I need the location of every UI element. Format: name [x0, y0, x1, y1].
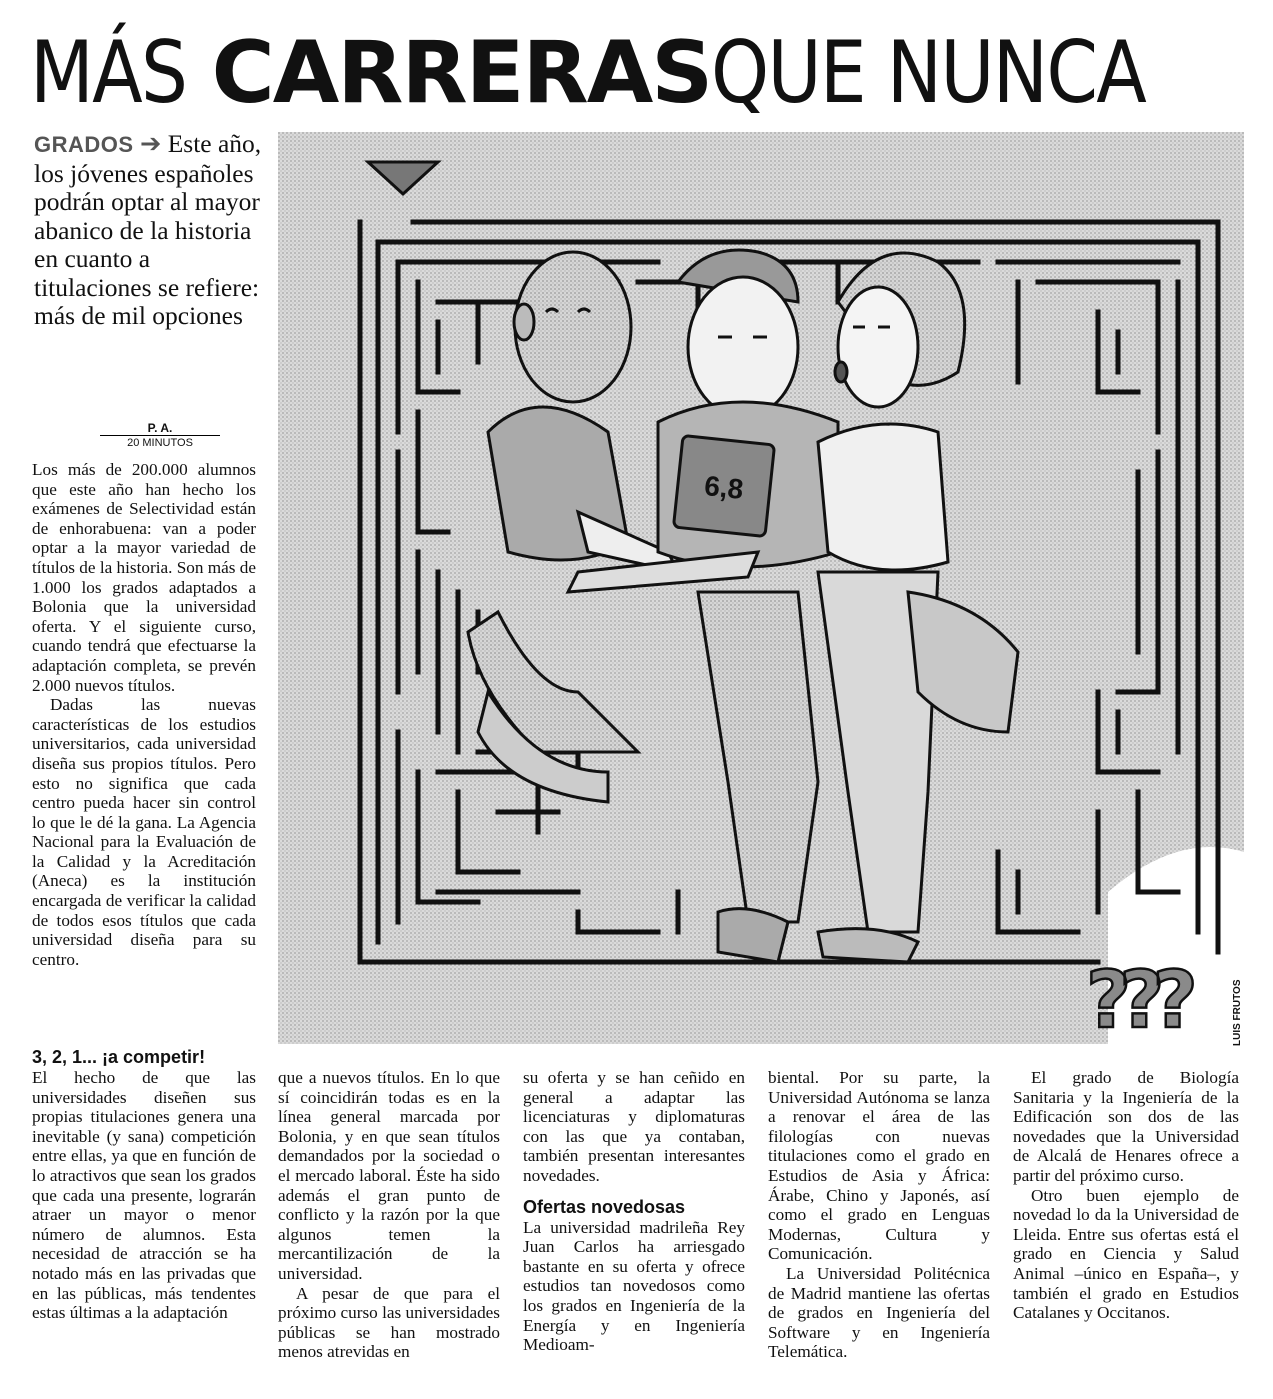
column-2-paragraph-1: que a nuevos títulos. En lo que sí coincidirán todas es en la línea general marcada por Bolonia, y en que sean títulos demandados por la sociedad o el mercado laboral. Éste ha sido además el gran punto de conflicto y la razón por la que algunos temen la mercantilización de la universidad. — [278, 1068, 500, 1283]
intro-paragraph-2: Dadas las nuevas características de los estudios universitarios, cada universidad diseña sus propios títulos. Pero esto no significa que cada centro pueda hacer sin control lo que le dé la gana. La Agencia Nacional para la Evaluación de la Calidad y la Acreditación (Aneca) es la institución encargada de verificar la calidad de todos esos títulos que cada universidad diseña para su centro. — [32, 695, 256, 969]
column-3 — [523, 1068, 745, 1355]
column-2-paragraph-2: A pesar de que para el próximo curso las universidades públicas se han mostrado menos atrevidas en — [278, 1283, 500, 1362]
column-5-paragraph-2: Otro buen ejemplo de novedad lo da la Universidad de Lleida. Entre sus ofertas está el grado en Ciencia y Salud Animal –único en España–, y también el grado en Estudios Catalanes y Occitanos. — [1013, 1185, 1239, 1323]
byline-outlet: 20 MINUTOS — [100, 435, 220, 450]
column-5-paragraph-1: El grado de Biología Sanitaria y la Ingeniería de la Edificación son dos de las novedades que la Universidad de Alcalá de Henares ofrece a partir del próximo curso. — [1013, 1068, 1239, 1185]
column-2 — [278, 1068, 500, 1362]
intro-column — [32, 460, 256, 969]
laptop-screen-score: 6,8 — [702, 470, 745, 505]
lede — [34, 130, 264, 331]
column-4-paragraph-2: La Universidad Politécnica de Madrid mantiene las ofertas de grados en Ingeniería del Software y en Ingeniería Telemática. — [768, 1263, 990, 1362]
question-marks: ??? — [1086, 956, 1186, 1044]
column-5 — [1013, 1068, 1239, 1323]
column-1 — [32, 1068, 256, 1323]
byline — [100, 422, 220, 450]
headline-part-1: MÁS — [30, 23, 187, 123]
subhead-competir: 3, 2, 1... ¡a competir! — [32, 1047, 206, 1067]
column-4 — [768, 1068, 990, 1362]
headline — [30, 18, 1230, 128]
illustration-credit: LUIS FRUTOS — [1232, 979, 1243, 1046]
headline-part-3: QUE NUNCA — [711, 23, 1146, 123]
column-4-paragraph-1: biental. Por su parte, la Universidad Autónoma se lanza a renovar el área de las filologías con nuevas titulaciones como el grado en Estudios de Asia y África: Árabe, Chino y Japonés, así como el grado en Lenguas Modernas, Cultura y Comunicación. — [768, 1068, 990, 1264]
subhead-ofertas: Ofertas novedosas — [523, 1196, 686, 1217]
maze-illustration — [278, 132, 1244, 1044]
arrow-icon: ➔ — [139, 129, 162, 159]
headline-part-2: CARRERAS — [211, 23, 712, 123]
byline-author: P. A. — [147, 421, 173, 435]
column-3-paragraph-2: La universidad madrileña Rey Juan Carlos ha arriesgado bastante en su oferta y ofrece estudios tan novedosos como los grados en Ingeniería de la Energía y en Ingeniería Medioam- — [523, 1217, 745, 1355]
section-label: GRADOS — [34, 132, 134, 157]
column-3-paragraph-1: su oferta y se han ceñido en general a adaptar las licenciaturas y diplomaturas con las que ya contaban, también presentan interesantes novedades. — [523, 1068, 745, 1185]
lede-text: Este año, los jóvenes españoles podrán optar al mayor abanico de la historia en cuanto a titulaciones se refiere: más de mil opciones — [34, 129, 262, 330]
column-1-paragraph: El hecho de que las universidades diseñen sus propias titulaciones genera una inevitable (y sana) competición entre ellas, ya que en función de lo atractivos que sean los grados que cada una presente, lograrán atraer un mayor o menor número de alumnos. Esta necesidad de atracción se ha notado más en las privadas que en las públicas, más tendentes estas últimas a la adaptación — [32, 1068, 256, 1323]
intro-paragraph-1: Los más de 200.000 alumnos que este año han hecho los exámenes de Selectividad están de enhorabuena: van a poder optar a la mayor variedad de títulos de la historia. Son más de 1.000 los grados adaptados a Bolonia que la universidad oferta. Y el siguiente curso, cuando tendrá que efectuarse la adaptación completa, se prevén 2.000 nuevos títulos. — [32, 460, 256, 695]
